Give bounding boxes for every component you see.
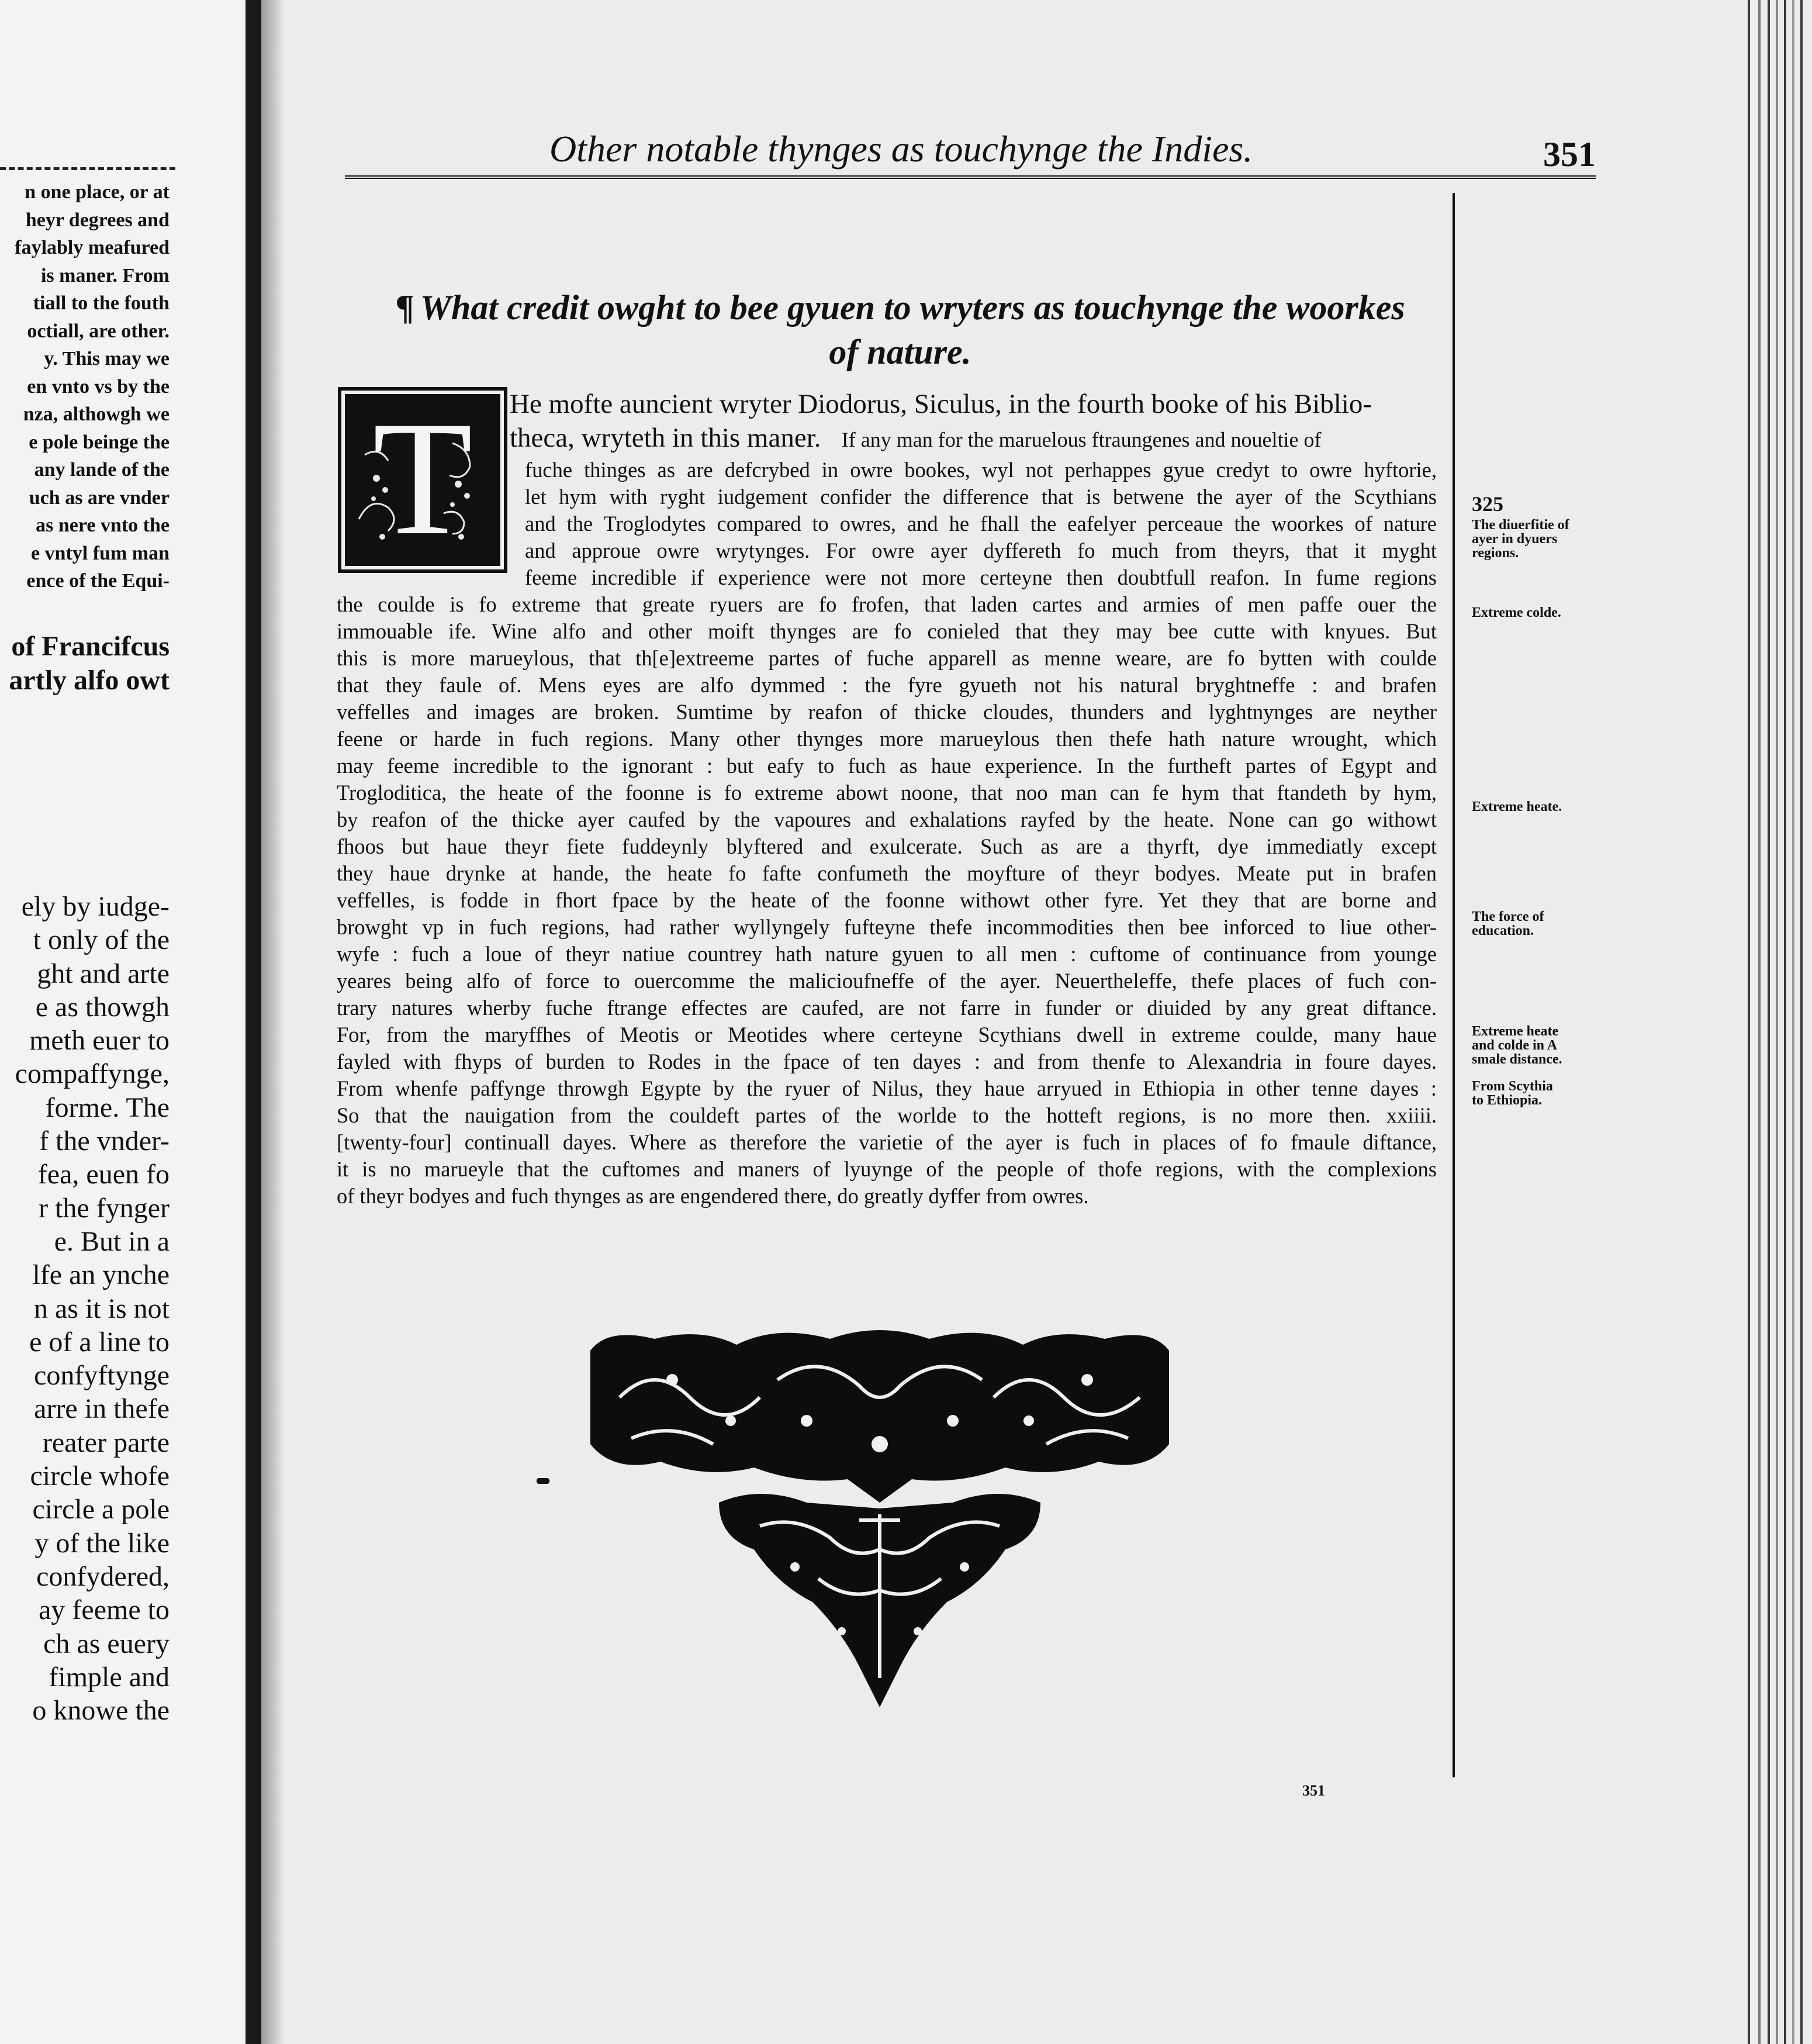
- lead-line-rest: If any man for the maruelous ftraungenes and noueltie of: [841, 428, 1322, 451]
- body-line: and the Troglodytes compared to owres, and he fhall the eafelyer perceaue the woorkes of nature: [525, 512, 1437, 536]
- body-line: trary natures wherby fuche ftrange effectes are caufed, are not farre in funder or diuided by any great diftance.: [337, 996, 1437, 1020]
- left-text-line: nza, althowgh we: [23, 403, 170, 425]
- margin-note: [1472, 910, 1544, 938]
- ink-speck: [537, 1478, 549, 1484]
- left-text-line: en vnto vs by the: [27, 375, 170, 398]
- left-text-line: uch as are vnder: [29, 486, 170, 509]
- body-line: that they faule of. Mens eyes are alfo dymmed : the fyre gyueth not his natural bryghtneffe : and brafen: [337, 673, 1437, 697]
- margin-note-line: ayer in dyuers: [1472, 531, 1558, 547]
- left-text-line: fea, euen fo: [37, 1159, 170, 1190]
- left-text-line: tiall to the fouth: [33, 292, 170, 314]
- margin-note-line: smale distance.: [1472, 1052, 1562, 1067]
- body-line: and approue owre wrytynges. For owre ayer dyffereth fo much from theyrs, that it myght: [525, 538, 1437, 562]
- left-text-line: of Francifcus: [11, 631, 170, 662]
- page-edges: [1742, 0, 1812, 2044]
- book-gutter: [247, 0, 261, 2044]
- left-text-line: ght and arte: [37, 958, 170, 989]
- body-line: veffelles and images are broken. Sumtime by reafon of thicke cloudes, thunders and lyghtnynges are neyther: [337, 700, 1437, 724]
- left-text-line: faylably meafured: [15, 237, 170, 258]
- left-text-line: r the fynger: [39, 1192, 170, 1224]
- body-line: fayled with fhyps of burden to Rodes in the fpace of ten dayes : and from thenfe to Alexandria in foure dayes.: [337, 1049, 1437, 1073]
- left-text-line: as nere vnto the: [36, 515, 170, 536]
- left-text-line: e vntyl fum man: [30, 542, 170, 564]
- lead-line: He mofte auncient wryter Diodorus, Siculus, in the fourth booke of his Biblio-: [510, 389, 1372, 419]
- left-text-line: e as thowgh: [35, 991, 170, 1023]
- body-line: So that the nauigation from the couldeft partes of the worlde to the hotteft regions, is no more then. xxiiii.: [337, 1103, 1437, 1127]
- body-line: may feeme incredible to the ignorant : but eafy to fuch as haue experience. In the furtheft partes of Egypt and: [337, 754, 1437, 778]
- body-line: browght vp in fuch regions, had rather wyllyngely fufteyne thefe incommodities then bee inforced to liue other-: [337, 915, 1437, 939]
- running-title: Other notable thynges as touchynge the Indies.: [549, 128, 1253, 170]
- section-title: [362, 285, 1438, 374]
- left-text-line: o knowe the: [32, 1695, 170, 1727]
- margin-note-line: education.: [1472, 923, 1534, 938]
- left-text-line: compaffynge,: [15, 1058, 170, 1090]
- left-text-line: t only of the: [33, 924, 170, 956]
- section-title-line: of nature.: [829, 333, 971, 371]
- left-text-line: artly alfo owt: [9, 665, 170, 696]
- tailpiece-ornament-icon: [585, 1327, 1175, 1713]
- left-text-block-2: [9, 633, 170, 700]
- pilcrow-mark: ¶: [395, 288, 414, 327]
- body-line: of theyr bodyes and fuch thynges as are engendered there, do greatly dyffer from owres.: [337, 1184, 1089, 1208]
- body-line: yeares being alfo of force to ouercomme the malicioufneffe of the ayer. Neuertheleffe, thefe places of fuch con-: [337, 969, 1437, 993]
- section-title-line: What credit owght to bee gyuen to wryters as touchynge the woorkes: [420, 288, 1405, 327]
- left-text-line: confyftynge: [34, 1360, 170, 1392]
- left-text-line: ch as euery: [43, 1628, 170, 1659]
- margin-note: [1472, 518, 1569, 560]
- body-line: by reafon of the thicke ayer caufed by the vapoures and exhalations rayfed by the heate. None can go withowt: [337, 807, 1437, 831]
- left-text-line: circle whofe: [30, 1461, 170, 1492]
- left-text-line: circle a pole: [32, 1494, 170, 1525]
- margin-note-line: Extreme heate: [1472, 1024, 1559, 1039]
- body-line: fuche thinges as are defcrybed in owre bookes, wyl not perhappes gyue credyt to owre hyftorie,: [525, 458, 1437, 482]
- body-line: feeme incredible if experience were not more certeyne then doubtfull reafon. In fume regions: [525, 565, 1437, 589]
- body-line: feene or harde in fuch regions. Many other thynges more marueylous then thefe hath nature wrought, which: [337, 727, 1437, 751]
- left-text-line: e of a line to: [29, 1326, 170, 1358]
- margin-note: Extreme colde.: [1472, 605, 1561, 620]
- gutter-shadow: [261, 0, 285, 2044]
- body-line: wyfe : fuch a loue of theyr natiue countrey hath nature gyuen to all men : cuftome of continuance from younge: [337, 942, 1437, 966]
- left-facing-page: [0, 0, 247, 2044]
- left-text-line: reater parte: [42, 1427, 170, 1458]
- margin-note-line: From Scythia: [1472, 1079, 1553, 1094]
- body-line: fhoos but haue theyr fiete fuddeynly blyftered and exulcerate. Such as are a thyrft, dye immediatly except: [337, 834, 1437, 858]
- body-line: let hym with ryght iudgement confider the difference that is betwene the ayer of the Scythians: [525, 485, 1437, 509]
- left-text-line: ence of the Equi-: [26, 570, 170, 592]
- body-line: Trogloditica, the heate of the foonne is fo extreme abowt noone, that noo man can fe hym that ftandeth by hym,: [337, 781, 1437, 805]
- left-page-rule: [0, 167, 175, 170]
- body-line: immouable ife. Wine alfo and other moift thynges are fo conieled that they may bee cutte with knyues. But: [337, 619, 1437, 643]
- margin-note-line: regions.: [1472, 545, 1519, 561]
- left-text-line: fimple and: [49, 1661, 170, 1693]
- lead-line: [510, 424, 1321, 452]
- margin-note: [1472, 1024, 1562, 1066]
- initial-letter: T: [372, 387, 473, 569]
- lead-line-large: theca, wryteth in this maner.: [510, 423, 821, 453]
- left-text-line: ay feeme to: [39, 1594, 170, 1626]
- left-text-line: meth euer to: [29, 1025, 170, 1056]
- left-text-line: n one place, or at: [25, 181, 170, 203]
- margin-rule: [1453, 193, 1455, 1777]
- margin-note-line: The force of: [1472, 909, 1544, 924]
- left-text-line: arre in thefe: [34, 1393, 170, 1425]
- body-line: From whenfe paffynge throwgh Egypte by the ryuer of Nilus, they haue arryued in Ethiopia in other tenne dayes :: [337, 1076, 1437, 1100]
- margin-note: [1472, 1079, 1553, 1107]
- margin-note: Extreme heate.: [1472, 799, 1562, 814]
- left-text-line: any lande of the: [34, 459, 170, 481]
- left-text-line: heyr degrees and: [25, 209, 170, 231]
- left-text-line: y. This may we: [44, 348, 170, 370]
- body-line: For, from the maryffhes of Meotis or Meotides where certeyne Scythians dwell in extreme coulde, many haue: [337, 1023, 1437, 1047]
- margin-number: 325: [1472, 492, 1503, 516]
- left-text-line: n as it is not: [33, 1293, 170, 1324]
- margin-note-line: and colde in A: [1472, 1038, 1558, 1053]
- body-line: they haue drynke at hande, the heate fo fafte confumeth the moyfture of theyr bodyes. Meate put in brafen: [337, 861, 1437, 885]
- left-text-line: e pole beinge the: [29, 431, 170, 453]
- left-text-block-3: [15, 893, 170, 1730]
- left-text-line: f the vnder-: [39, 1125, 170, 1157]
- left-text-line: e. But in a: [54, 1225, 170, 1257]
- bottom-page-number: 351: [1302, 1782, 1325, 1799]
- left-text-line: is maner. From: [40, 264, 170, 286]
- left-text-line: confydered,: [36, 1560, 170, 1592]
- left-text-block-1: [15, 182, 170, 599]
- running-head: [345, 117, 1596, 181]
- left-text-line: ely by iudge-: [21, 891, 170, 922]
- margin-note-line: The diuerfitie of: [1472, 517, 1569, 533]
- left-text-line: forme. The: [45, 1092, 170, 1123]
- body-line: it is no marueyle that the cuftomes and maners of lyuynge of the people of thofe regions, with the complexions: [337, 1157, 1437, 1181]
- body-line: veffelles, is fodde in fhort fpace by the heate of the foonne withowt other fyre. Yet they that are borne and: [337, 888, 1437, 912]
- left-text-line: y of the like: [34, 1527, 170, 1559]
- decorated-initial-t: [338, 387, 507, 573]
- page-number: 351: [1543, 135, 1596, 174]
- left-text-line: octiall, are other.: [27, 320, 170, 342]
- body-line: the coulde is fo extreme that greate ryuers are fo frofen, that laden cartes and armies of men paffe ouer the: [337, 592, 1437, 616]
- margin-note-line: to Ethiopia.: [1472, 1093, 1543, 1108]
- left-text-line: lfe an ynche: [32, 1259, 170, 1291]
- header-rule: [345, 175, 1596, 179]
- body-line: [twenty-four] continuall dayes. Where as therefore the varietie of the ayer is fuch in places of fo fmaule diftance,: [337, 1130, 1437, 1154]
- body-line: this is more marueylous, that th[e]extreeme partes of fuche apparell as menne weare, are fo bytten with coulde: [337, 646, 1437, 670]
